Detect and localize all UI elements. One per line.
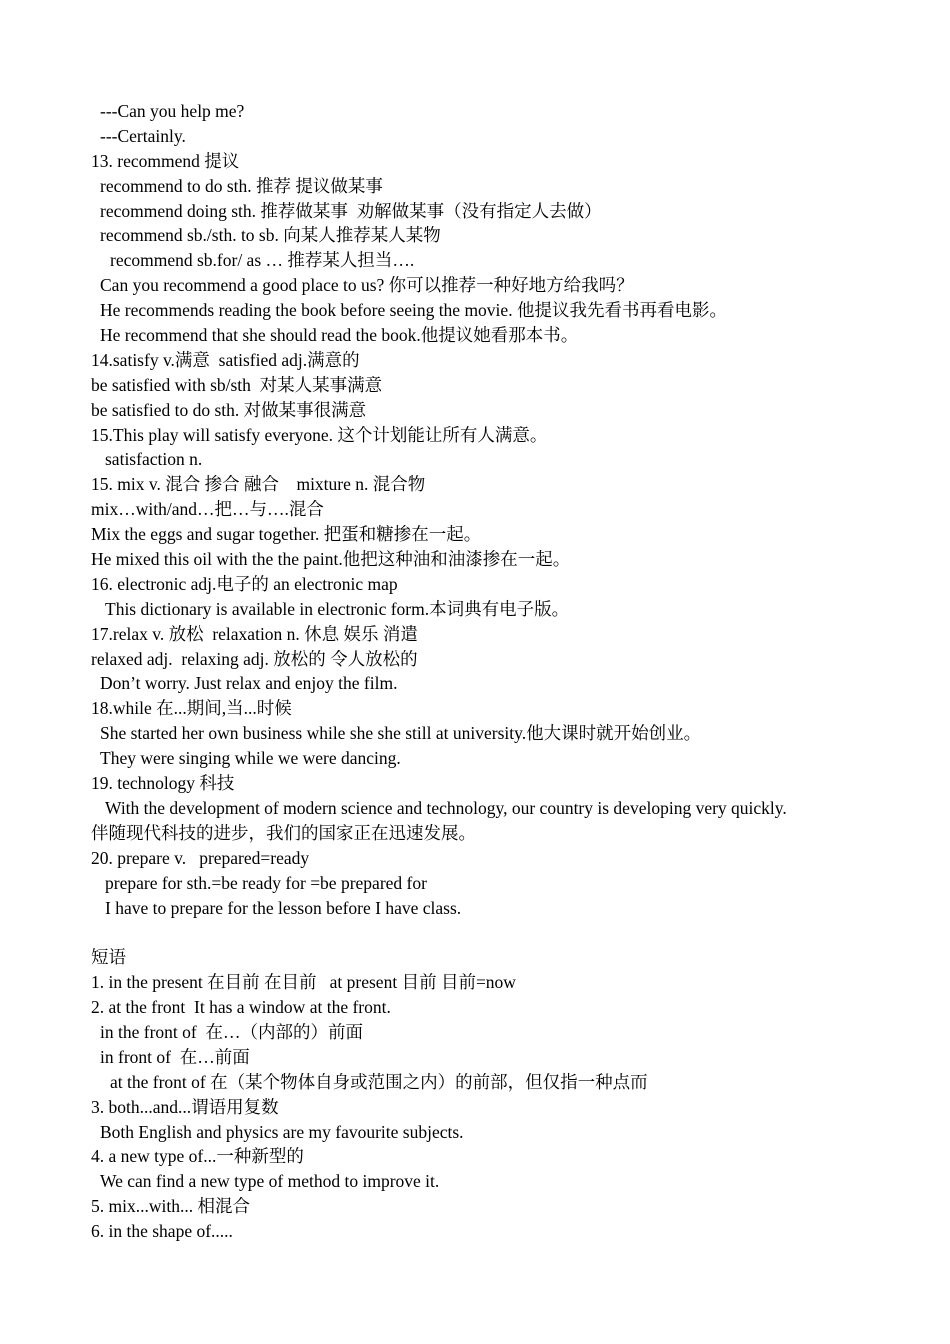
text-line: 4. a new type of...一种新型的: [91, 1146, 304, 1167]
text-line: at the front of 在（某个物体自身或范围之内）的前部，但仅指一种点而: [110, 1071, 648, 1092]
text-line: Don’t worry. Just relax and enjoy the film.: [100, 673, 398, 694]
text-line: She started her own business while she she still at university.他大课时就开始创业。: [100, 723, 702, 744]
text-line: 14.satisfy v.满意 satisfied adj.满意的: [91, 349, 360, 370]
text-line: Can you recommend a good place to us? 你可以推荐一种好地方给我吗？: [100, 275, 634, 296]
text-line: in front of 在…前面: [100, 1046, 250, 1067]
text-line: 6. in the shape of.....: [91, 1221, 233, 1242]
text-line: He recommend that she should read the book.他提议她看那本书。: [100, 325, 579, 346]
text-line: With the development of modern science and technology, our country is developing very quickly.: [105, 797, 787, 818]
text-line: 伴随现代科技的进步，我们的国家正在迅速发展。: [91, 822, 476, 843]
text-line: 19. technology 科技: [91, 773, 235, 794]
text-line: He recommends reading the book before seeing the movie. 他提议我先看书再看电影。: [100, 300, 727, 321]
text-line: in the front of 在…（内部的）前面: [100, 1021, 363, 1042]
text-line: ---Certainly.: [100, 125, 186, 146]
text-line: 16. electronic adj.电子的 an electronic map: [91, 573, 398, 594]
text-line: recommend to do sth. 推荐 提议做某事: [100, 175, 383, 196]
text-line: Both English and physics are my favourite subjects.: [100, 1121, 464, 1142]
blank-line: [91, 920, 931, 945]
text-line: We can find a new type of method to improve it.: [100, 1171, 440, 1192]
document-page: [91, 99, 931, 1244]
text-line: recommend sb.for/ as … 推荐某人担当….: [110, 250, 415, 271]
text-line: mix…with/and…把…与….混合: [91, 499, 324, 520]
text-line: 13. recommend 提议: [91, 150, 240, 171]
text-line: 3. both...and...谓语用复数: [91, 1096, 279, 1117]
text-line: be satisfied to do sth. 对做某事很满意: [91, 399, 367, 420]
text-line: relaxed adj. relaxing adj. 放松的 令人放松的: [91, 648, 418, 669]
text-line: This dictionary is available in electronic form.本词典有电子版。: [105, 598, 570, 619]
text-line: 17.relax v. 放松 relaxation n. 休息 娱乐 消遣: [91, 623, 418, 644]
text-line: They were singing while we were dancing.: [100, 748, 401, 769]
text-line: 5. mix...with... 相混合: [91, 1196, 250, 1217]
text-line: recommend sb./sth. to sb. 向某人推荐某人某物: [100, 225, 441, 246]
text-line: 20. prepare v. prepared=ready: [91, 847, 310, 868]
text-line: I have to prepare for the lesson before I have class.: [105, 897, 462, 918]
text-line: Mix the eggs and sugar together. 把蛋和糖掺在一起。: [91, 524, 482, 545]
text-line: 2. at the front It has a window at the front.: [91, 997, 391, 1018]
text-line: be satisfied with sb/sth 对某人某事满意: [91, 374, 383, 395]
text-line: 15. mix v. 混合 掺合 融合 mixture n. 混合物: [91, 474, 426, 495]
text-line: ---Can you help me?: [100, 101, 245, 121]
text-line: He mixed this oil with the the paint.他把这种油和油漆掺在一起。: [91, 549, 571, 570]
text-line: prepare for sth.=be ready for =be prepared for: [105, 872, 427, 893]
text-line: 15.This play will satisfy everyone. 这个计划能让所有人满意。: [91, 424, 548, 445]
text-line: 18.while 在...期间,当...时候: [91, 698, 292, 719]
text-line: satisfaction n.: [105, 449, 203, 470]
text-line: 短语: [91, 947, 126, 968]
text-line: 1. in the present 在目前 在目前 at present 目前 目前=now: [91, 972, 516, 993]
text-line: recommend doing sth. 推荐做某事 劝解做某事（没有指定人去做）: [100, 200, 602, 221]
